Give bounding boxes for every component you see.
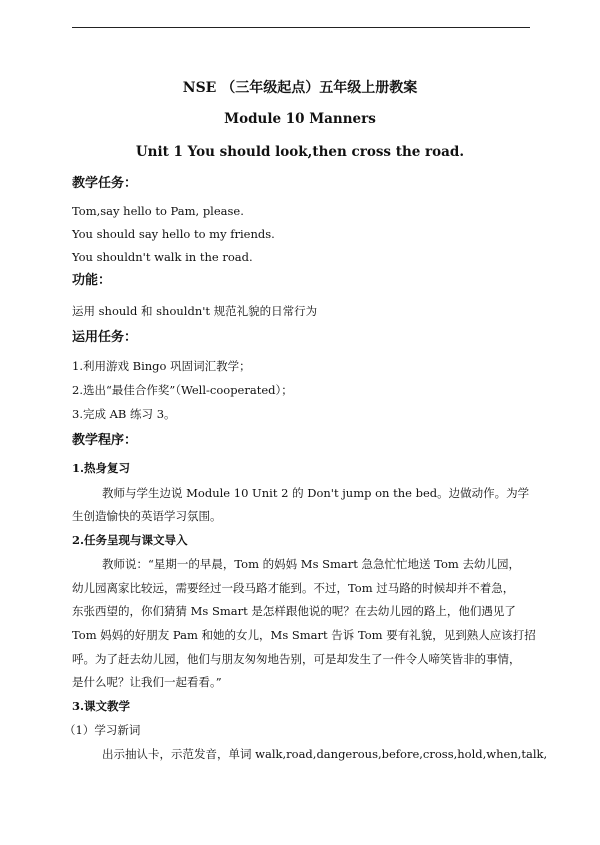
step2-line: 东张西望的，你们猜猜 Ms Smart 是怎样跟他说的呢？在去幼儿园的路上，他们遇见了 [72, 604, 516, 618]
step2-line: Tom 妈妈的好朋友 Pam 和她的女儿，Ms Smart 告诉 Tom 要有礼貌，见到熟人应该打招 [72, 628, 536, 642]
procedure-heading: 教学程序： [72, 433, 138, 448]
unit-title: Unit 1 You should look,then cross the road. [135, 144, 465, 160]
step2-heading: 2.任务呈现与课文导入 [72, 533, 188, 547]
step2-line: 呼。为了赶去幼儿园，他们与朋友匆匆地告别，可是却发生了一件令人啼笑皆非的事情， [72, 652, 521, 666]
step2-line: 幼儿园离家比较远，需要经过一段马路才能到。不过，Tom 过马路的时候却并不着急， [72, 581, 515, 595]
step2-line: 是什么呢？让我们一起看看。” [72, 675, 222, 689]
step1-line: 教师与学生边说 Module 10 Unit 2 的 Don't jump on the bed。边做动作。为学 [102, 486, 530, 500]
task-line: Tom,say hello to Pam, please. [72, 204, 244, 218]
task-line: You shouldn't walk in the road. [72, 250, 253, 264]
document-title: NSE （三年级起点）五年级上册教案 [182, 80, 418, 96]
apply-line: 3.完成 AB 练习 3。 [72, 407, 176, 421]
apply-heading: 运用任务： [72, 330, 138, 345]
tasks-heading: 教学任务： [72, 176, 138, 191]
function-text: 运用 should 和 shouldn't 规范礼貌的日常行为 [72, 304, 318, 318]
step3-subheading: （1）学习新词 [64, 723, 141, 737]
apply-line: 1.利用游戏 Bingo 巩固词汇教学； [72, 359, 251, 373]
step1-line: 生创造愉快的英语学习氛围。 [72, 509, 222, 523]
step2-line: 教师说：“星期一的早晨，Tom 的妈妈 Ms Smart 急急忙忙地送 Tom 去幼儿园， [102, 557, 520, 571]
step3-line: 出示抽认卡，示范发音，单词 walk,road,dangerous,before,cross,hold,when,talk, [102, 747, 548, 761]
task-line: You should say hello to my friends. [72, 227, 275, 241]
step3-heading: 3.课文教学 [72, 699, 131, 713]
header-rule [72, 27, 530, 28]
module-title: Module 10 Manners [224, 111, 376, 127]
step1-heading: 1.热身复习 [72, 461, 131, 475]
apply-line: 2.选出“最佳合作奖”（Well-cooperated）； [72, 383, 293, 397]
function-heading: 功能： [72, 273, 112, 288]
